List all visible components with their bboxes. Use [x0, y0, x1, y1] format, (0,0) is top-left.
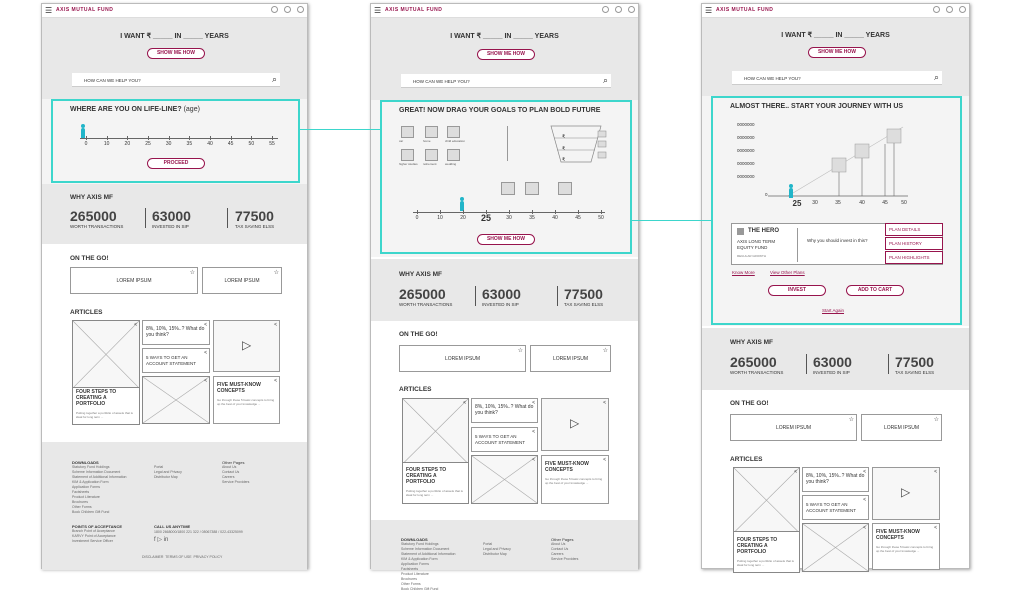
footer-links[interactable]: Branch Point of Acceptance KARVY Point of Acceptance Investment Service Officer: [72, 529, 116, 543]
footer: [42, 442, 307, 570]
on-the-go-section: [371, 321, 638, 379]
video-card[interactable]: [213, 320, 280, 372]
card-label: LOREM IPSUM: [444, 356, 480, 362]
article-snippet: Putting together a portfolio of assets that is ideal for long term ...: [76, 411, 133, 419]
video-card[interactable]: [541, 398, 609, 451]
footer-heading: DOWNLOADS: [72, 460, 99, 465]
on-the-go-title: ON THE GO!: [70, 255, 109, 262]
hero-section: [371, 18, 638, 100]
article-snippet: Putting together a portfolio of assets that is ideal for long term ...: [737, 559, 794, 567]
article-card[interactable]: [402, 398, 469, 504]
timeline-label[interactable]: 25: [480, 213, 492, 223]
article-title: FOUR STEPS TO CREATING A PORTFOLIO: [406, 467, 447, 485]
article-card[interactable]: [541, 455, 609, 504]
timeline-label[interactable]: 40: [207, 141, 213, 147]
articles-section: [371, 380, 638, 516]
article-snippet: Putting together a portfolio of assets that is ideal for long term ...: [406, 489, 463, 497]
why-axis-section: [702, 328, 969, 390]
know-more-link[interactable]: Know More: [732, 270, 755, 275]
focus-highlight: [380, 100, 632, 254]
share-icon[interactable]: <: [204, 378, 207, 384]
article-card[interactable]: [471, 455, 538, 504]
menu-icon[interactable]: ☰: [45, 6, 53, 15]
article-card[interactable]: [802, 467, 869, 492]
show-me-how-button[interactable]: SHOW ME HOW: [808, 47, 866, 58]
search-icon[interactable]: ⌕: [602, 75, 608, 85]
why-axis-section: [42, 184, 307, 244]
goal-label: home: [423, 139, 431, 143]
timeline-label[interactable]: 0: [84, 141, 88, 147]
divider: [806, 354, 807, 374]
article-card[interactable]: [213, 376, 280, 424]
stat-value: 77500: [895, 354, 934, 370]
goal-label: higher studies: [399, 162, 418, 166]
focus-highlight: [51, 99, 300, 183]
search-bar[interactable]: [401, 74, 611, 88]
x-axis-label: 25: [792, 199, 802, 208]
on-the-go-section: [702, 390, 969, 450]
stat-label: INVESTED IN SIP: [813, 370, 850, 375]
search-input[interactable]: HOW CAN WE HELP YOU?: [413, 79, 470, 84]
share-icon[interactable]: <: [934, 525, 937, 531]
search-input[interactable]: HOW CAN WE HELP YOU?: [84, 78, 141, 83]
search-bar[interactable]: [732, 71, 942, 85]
login-icon[interactable]: [297, 6, 304, 13]
card-label: LOREM IPSUM: [224, 278, 260, 284]
app-card[interactable]: [730, 414, 857, 441]
screen-lifeline: [41, 3, 308, 569]
stat-value: 265000: [399, 286, 446, 302]
y-axis-label: 0000000: [737, 148, 755, 153]
footer-heading: CALL US ANYTIME: [154, 524, 191, 529]
fund-name: AXIS LONG TERM EQUITY FUND: [737, 239, 776, 250]
y-axis-label: 0000000: [737, 174, 755, 179]
focus-highlight: [711, 96, 962, 325]
lifeline-title: WHERE ARE YOU ON LIFE-LINE? (age): [70, 106, 200, 113]
i-want-text: I WANT ₹ _____ IN _____ YEARS: [781, 32, 890, 39]
stat-value: 63000: [482, 286, 521, 302]
stat-value: 77500: [564, 286, 603, 302]
article-card[interactable]: [802, 523, 869, 572]
timeline-label[interactable]: 10: [103, 141, 110, 147]
screen-journey: [701, 3, 970, 569]
card-label: LOREM IPSUM: [775, 425, 811, 431]
timeline-label[interactable]: 50: [598, 215, 604, 221]
y-axis-label: 0000000: [737, 161, 755, 166]
invest-button[interactable]: INVEST: [768, 285, 826, 296]
button-label: PLAN HIGHLIGHTS: [889, 255, 930, 260]
share-icon[interactable]: <: [532, 429, 535, 435]
article-title: FOUR STEPS TO CREATING A PORTFOLIO: [737, 537, 778, 555]
play-icon[interactable]: ▷: [901, 485, 911, 499]
article-title: 5 WAYS TO GET AN ACCOUNT STATEMENT: [475, 434, 526, 445]
share-icon[interactable]: <: [863, 497, 866, 503]
share-icon[interactable]: <: [794, 469, 797, 475]
timeline-label[interactable]: 45: [575, 215, 581, 221]
article-title: FIVE MUST-KNOW CONCEPTS: [876, 529, 920, 541]
add-to-cart-button[interactable]: ADD TO CART: [846, 285, 904, 296]
goal-label: wedding: [445, 162, 457, 166]
hero-section: [42, 18, 307, 99]
social-icons[interactable]: f ▷ in: [154, 537, 169, 543]
article-title: 5 WAYS TO GET AN ACCOUNT STATEMENT: [146, 355, 197, 366]
goals-title: GREAT! NOW DRAG YOUR GOALS TO PLAN BOLD FUTURE: [399, 107, 601, 114]
video-card[interactable]: [872, 467, 940, 520]
rupee-label: ₹: [562, 157, 566, 163]
divider: [888, 354, 889, 374]
app-card[interactable]: [202, 267, 282, 294]
star-icon[interactable]: ☆: [848, 417, 854, 423]
top-bar: [702, 4, 969, 18]
brand-logo[interactable]: AXIS MUTUAL FUND: [716, 7, 774, 13]
fund-sub: REGULAR GROWTH: [737, 254, 767, 258]
brand-logo[interactable]: AXIS MUTUAL FUND: [385, 7, 443, 13]
article-card[interactable]: [733, 467, 800, 573]
footer-legal[interactable]: DISCLAIMER TERMS OF USE PRIVACY POLICY: [142, 555, 223, 559]
stat-label: INVESTED IN SIP: [152, 224, 189, 229]
share-icon[interactable]: <: [863, 525, 866, 531]
goal-label: retirement: [423, 162, 437, 166]
cart-icon[interactable]: [946, 6, 953, 13]
timeline-label[interactable]: 0: [415, 215, 419, 221]
x-axis-label: 45: [882, 200, 888, 206]
article-card[interactable]: [72, 320, 140, 425]
timeline-label[interactable]: 40: [552, 215, 558, 221]
article-snippet: Go through these 5 basic concepts to bring up the best of your knowledge ...: [545, 477, 603, 485]
share-icon[interactable]: <: [134, 322, 137, 328]
article-card[interactable]: [802, 495, 869, 520]
share-icon[interactable]: <: [603, 457, 606, 463]
x-axis-label: 35: [835, 200, 841, 206]
rupee-label: ₹: [562, 146, 566, 152]
y-axis-label: 0000000: [737, 135, 755, 140]
search-icon[interactable]: ⌕: [271, 74, 277, 84]
footer-links[interactable]: About Us Contact Us Careers Service Providers: [551, 542, 579, 561]
article-title: 8%, 10%, 15%..? What do you think?: [146, 326, 205, 338]
stat-label: TAX SAVING ELSS: [564, 302, 604, 307]
cart-icon[interactable]: [615, 6, 622, 13]
footer-links[interactable]: Statutory Fund Holdings Scheme Information Document Statement of Additional Information KIM & Application Form Application Forms Factsheets Product Literature Brochures Other Forms Book Children Gift Fund: [401, 542, 456, 591]
article-card[interactable]: [142, 376, 210, 424]
app-card[interactable]: [861, 414, 942, 441]
stat-label: WORTH TRANSACTIONS: [730, 370, 784, 375]
article-title: 5 WAYS TO GET AN ACCOUNT STATEMENT: [806, 502, 857, 513]
on-the-go-section: [42, 244, 307, 304]
stat-label: TAX SAVING ELSS: [235, 224, 275, 229]
show-me-how-button[interactable]: SHOW ME HOW: [477, 234, 535, 245]
proceed-button[interactable]: PROCEED: [147, 158, 205, 169]
phone-numbers: 1800 2668000/1800 221 322 / 08067388 / 022-43325099: [154, 530, 243, 534]
stat-label: WORTH TRANSACTIONS: [399, 302, 453, 307]
share-icon[interactable]: <: [204, 322, 207, 328]
stat-value: 265000: [70, 208, 117, 224]
article-title: FIVE MUST-KNOW CONCEPTS: [217, 382, 261, 394]
share-icon[interactable]: <: [274, 378, 277, 384]
card-label: LOREM IPSUM: [116, 278, 152, 284]
x-axis-label: 30: [812, 200, 818, 206]
why-axis-title: WHY AXIS MF: [730, 339, 773, 346]
search-bar[interactable]: [72, 73, 280, 87]
app-card[interactable]: [399, 345, 526, 372]
star-icon[interactable]: ☆: [602, 348, 608, 354]
footer: [371, 520, 638, 591]
articles-section: [42, 304, 307, 442]
show-me-how-button[interactable]: SHOW ME HOW: [477, 49, 535, 60]
account-icon[interactable]: [602, 6, 609, 13]
account-icon[interactable]: [933, 6, 940, 13]
article-card[interactable]: [142, 348, 210, 373]
i-want-text: I WANT ₹ _____ IN _____ YEARS: [120, 33, 229, 40]
star-icon[interactable]: ☆: [189, 270, 195, 276]
on-the-go-title: ON THE GO!: [399, 331, 438, 338]
stat-label: WORTH TRANSACTIONS: [70, 224, 124, 229]
share-icon[interactable]: <: [532, 400, 535, 406]
share-icon[interactable]: <: [463, 400, 466, 406]
stat-value: 63000: [813, 354, 852, 370]
play-icon[interactable]: ▷: [242, 338, 252, 352]
hero-section: [702, 18, 969, 96]
flow-connector: [630, 220, 712, 221]
footer-links[interactable]: Portal Legal and Privacy Distributor Map: [154, 465, 182, 479]
article-title: 8%, 10%, 15%..? What do you think?: [475, 404, 534, 416]
divider: [227, 208, 228, 228]
timeline-label[interactable]: 55: [269, 141, 275, 147]
article-snippet: Go through these 5 basic concepts to bring up the best of your knowledge ...: [876, 545, 934, 553]
top-bar: [371, 4, 638, 18]
article-title: FIVE MUST-KNOW CONCEPTS: [545, 461, 589, 473]
timeline-label[interactable]: 35: [529, 215, 535, 221]
i-want-text: I WANT ₹ _____ IN _____ YEARS: [450, 33, 559, 40]
star-icon[interactable]: ☆: [517, 348, 523, 354]
divider: [475, 286, 476, 306]
star-icon[interactable]: ☆: [933, 417, 939, 423]
footer-heading: Other Pages: [222, 460, 245, 465]
article-title: 8%, 10%, 15%..? What do you think?: [806, 473, 865, 485]
menu-icon[interactable]: ☰: [705, 6, 713, 15]
timeline-label[interactable]: 45: [227, 141, 234, 147]
why-axis-section: [371, 259, 638, 321]
divider: [557, 286, 558, 306]
share-icon[interactable]: <: [532, 457, 535, 463]
timeline-label[interactable]: 35: [186, 141, 193, 147]
account-icon[interactable]: [271, 6, 278, 13]
app-card[interactable]: [530, 345, 611, 372]
play-icon[interactable]: ▷: [570, 416, 580, 430]
cart-icon[interactable]: [284, 6, 291, 13]
goal-label: child education: [445, 139, 466, 143]
timeline-label[interactable]: 30: [506, 215, 512, 221]
articles-section: [702, 450, 969, 570]
timeline-label[interactable]: 50: [248, 141, 255, 147]
login-icon[interactable]: [628, 6, 635, 13]
footer-links[interactable]: Portal Legal and Privacy Distributor Map: [483, 542, 511, 556]
start-again-link[interactable]: Start Again: [822, 308, 845, 313]
stat-label: INVESTED IN SIP: [482, 302, 519, 307]
article-title: FOUR STEPS TO CREATING A PORTFOLIO: [76, 389, 117, 407]
article-card[interactable]: [872, 523, 940, 570]
why-axis-title: WHY AXIS MF: [399, 271, 442, 278]
why-invest-text: Why you should invest in this?: [807, 238, 868, 243]
article-snippet: Go through these 5 basic concepts to bring up the best of your knowledge ...: [217, 398, 275, 406]
timeline-label[interactable]: 20: [124, 141, 131, 147]
y-axis-label: 0000000: [737, 122, 755, 127]
share-icon[interactable]: <: [603, 400, 606, 406]
timeline-label[interactable]: 30: [165, 141, 172, 147]
card-label: LOREM IPSUM: [552, 356, 588, 362]
stat-value: 63000: [152, 208, 191, 224]
article-card[interactable]: [142, 320, 210, 345]
stat-value: 77500: [235, 208, 274, 224]
footer-links[interactable]: About Us Contact Us Careers Service Providers: [222, 465, 250, 484]
search-icon[interactable]: ⌕: [933, 72, 939, 82]
share-icon[interactable]: <: [274, 322, 277, 328]
timeline-label[interactable]: 25: [145, 141, 151, 147]
timeline-label[interactable]: 10: [437, 215, 443, 221]
articles-title: ARTICLES: [70, 309, 103, 316]
articles-title: ARTICLES: [730, 456, 763, 463]
fund-title: THE HERO: [748, 228, 780, 234]
timeline-label[interactable]: 20: [460, 215, 466, 221]
footer-heading: POINTS OF ACCEPTANCE: [72, 524, 123, 529]
star-icon[interactable]: ☆: [273, 270, 279, 276]
article-card[interactable]: [471, 427, 538, 452]
why-axis-title: WHY AXIS MF: [70, 194, 113, 201]
search-input[interactable]: HOW CAN WE HELP YOU?: [744, 76, 801, 81]
rupee-label: ₹: [562, 134, 566, 140]
brand-logo[interactable]: AXIS MUTUAL FUND: [56, 7, 114, 13]
footer-heading: Other Pages: [551, 537, 574, 542]
footer-links[interactable]: Statutory Fund Holdings Scheme Information Document Statement of Additional Information KIM & Application Form Application Forms Factsheets Product Literature Brochures Other Forms Book Children Gift Fund: [72, 465, 127, 514]
divider: [145, 208, 146, 228]
button-label: PLAN DETAILS: [889, 227, 921, 232]
footer-heading: DOWNLOADS: [401, 537, 428, 542]
journey-title: ALMOST THERE.. START YOUR JOURNEY WITH US: [730, 103, 904, 110]
menu-icon[interactable]: ☰: [374, 6, 382, 15]
app-card[interactable]: [70, 267, 198, 294]
card-label: LOREM IPSUM: [883, 425, 919, 431]
view-other-plans-link[interactable]: View Other Plans: [770, 270, 805, 275]
stat-value: 265000: [730, 354, 777, 370]
articles-title: ARTICLES: [399, 386, 432, 393]
share-icon[interactable]: <: [204, 350, 207, 356]
y-axis-origin: 0: [765, 192, 768, 197]
x-axis-label: 50: [901, 200, 907, 206]
on-the-go-title: ON THE GO!: [730, 400, 769, 407]
login-icon[interactable]: [959, 6, 966, 13]
button-label: PLAN HISTORY: [889, 241, 922, 246]
x-axis-label: 40: [859, 200, 865, 206]
share-icon[interactable]: <: [863, 469, 866, 475]
stat-label: TAX SAVING ELSS: [895, 370, 935, 375]
goal-label: car: [399, 139, 404, 143]
screen-goals: [370, 3, 639, 591]
top-bar: [42, 4, 307, 18]
share-icon[interactable]: <: [934, 469, 937, 475]
flow-connector: [298, 129, 381, 130]
show-me-how-button[interactable]: SHOW ME HOW: [147, 48, 205, 59]
article-card[interactable]: [471, 398, 538, 423]
